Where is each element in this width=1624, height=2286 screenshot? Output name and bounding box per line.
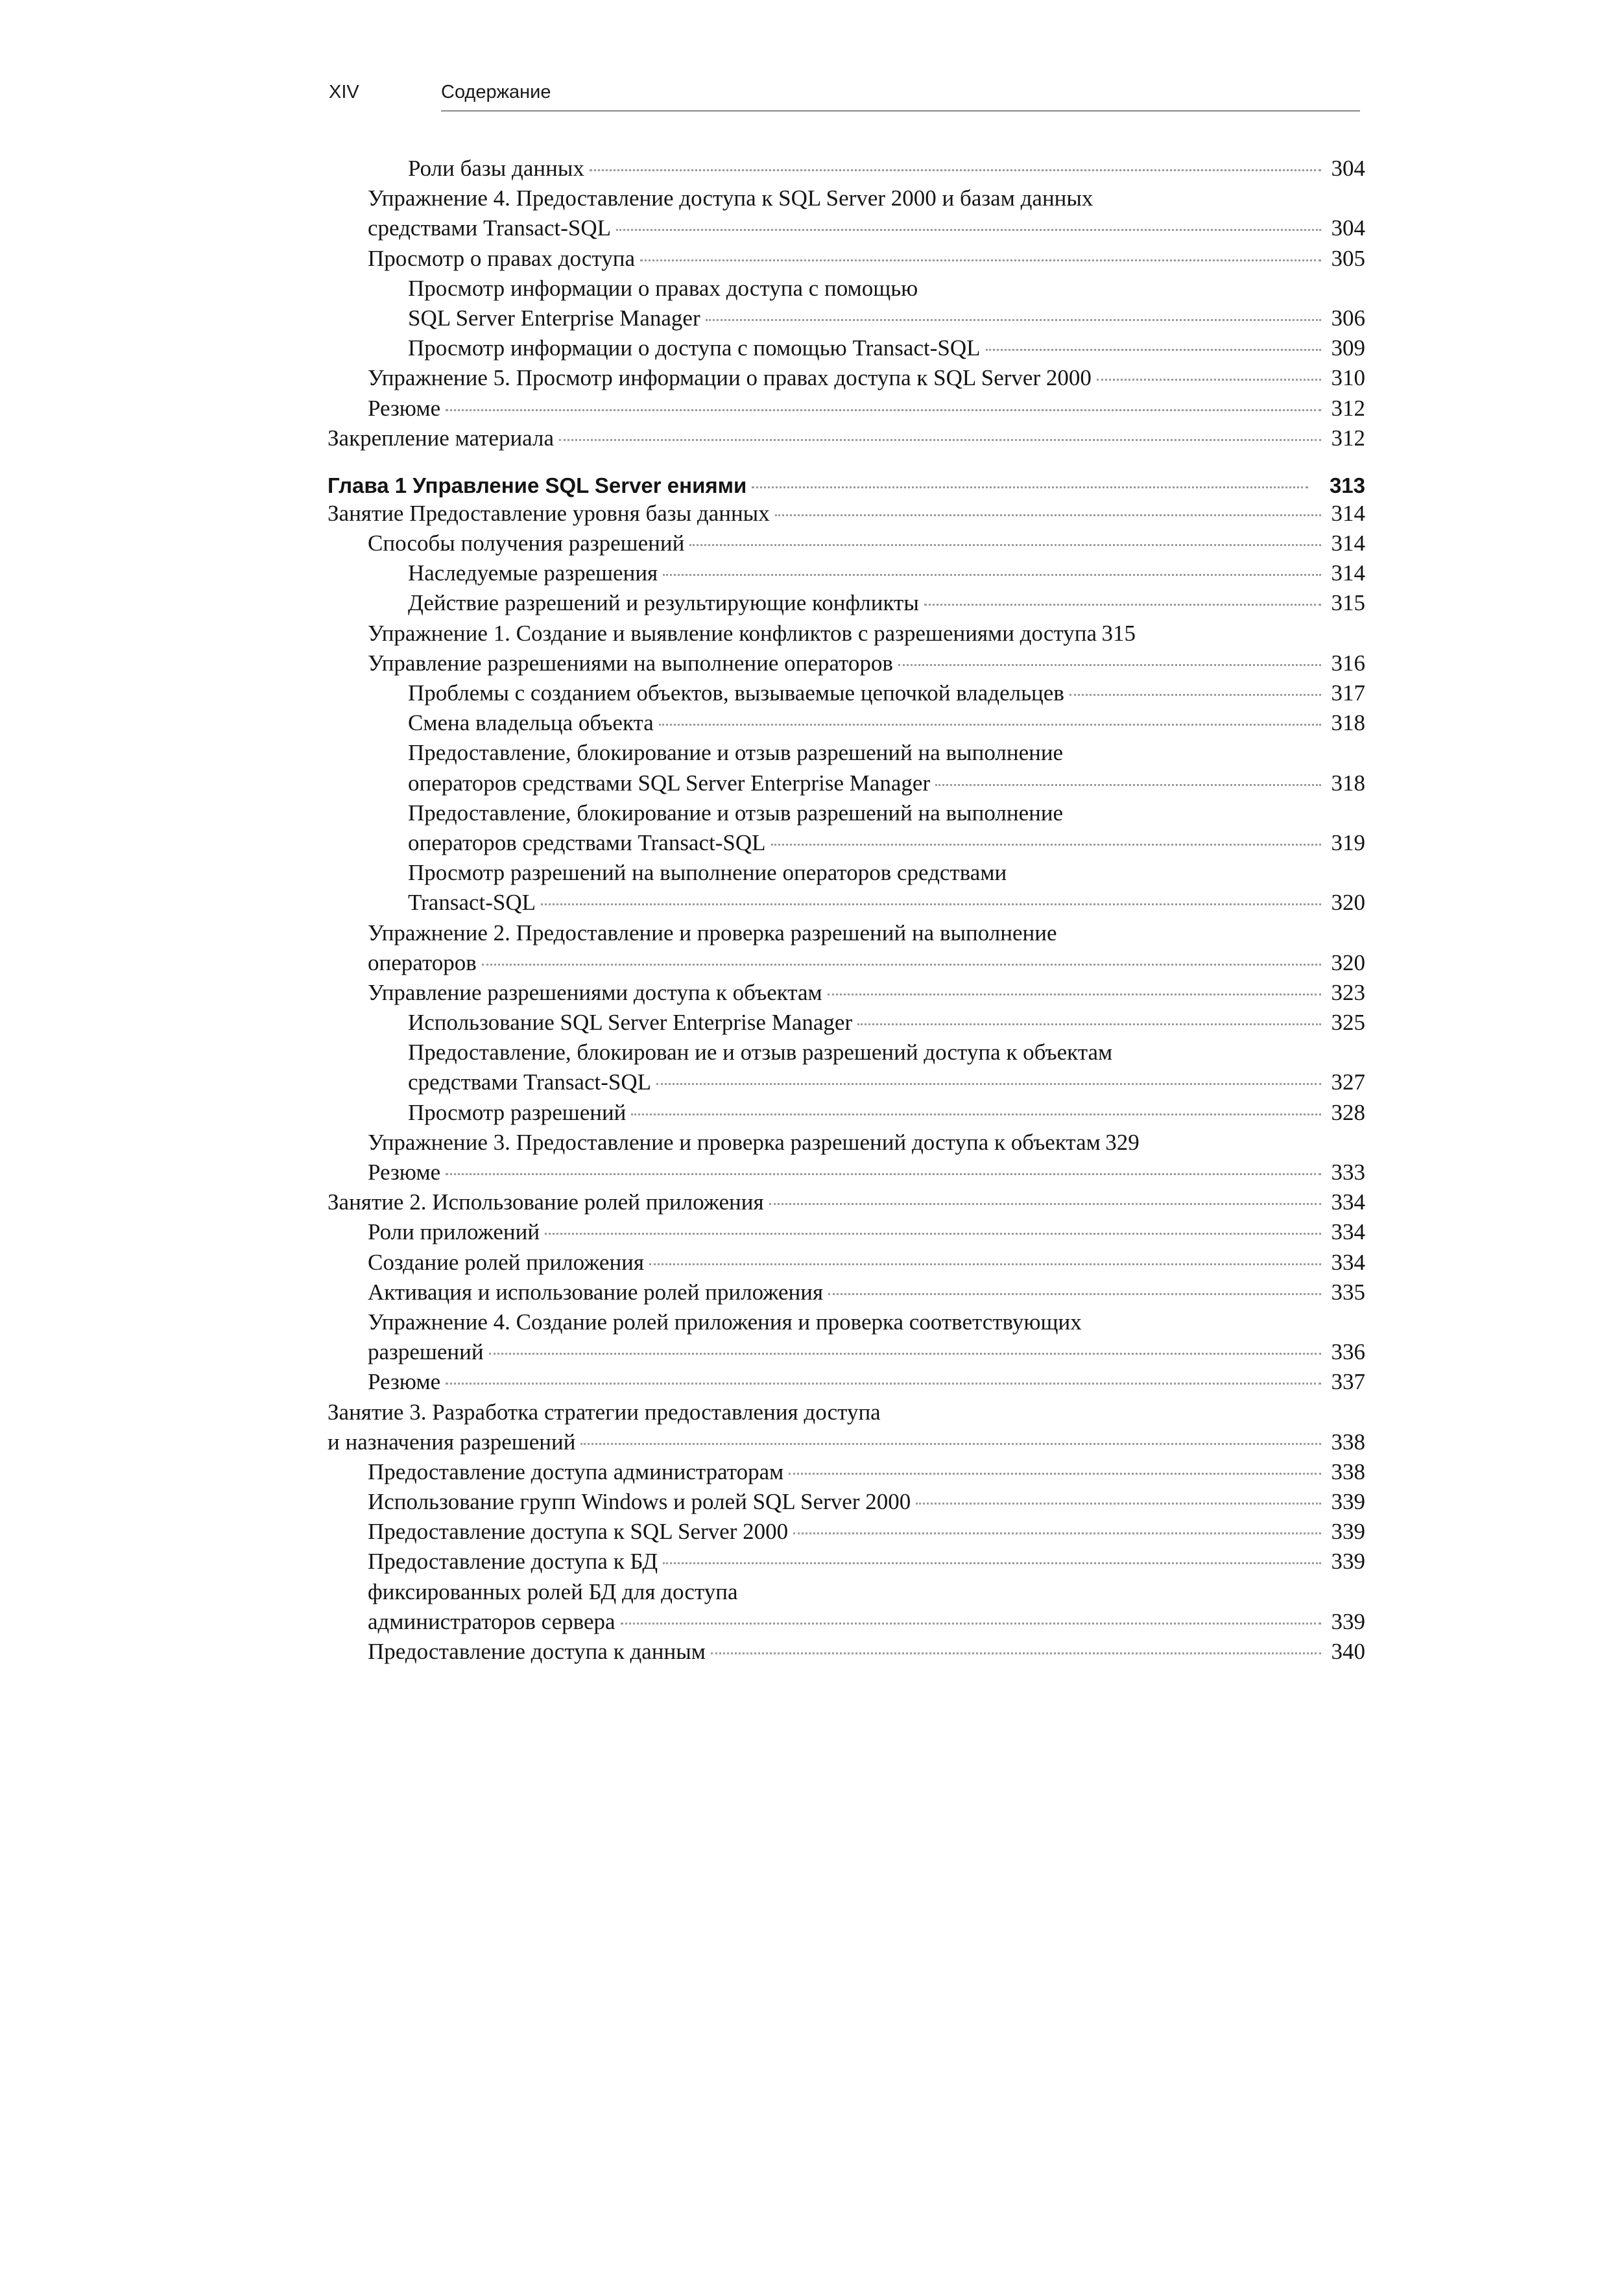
toc-entry [328, 798, 1365, 828]
toc-entry-title: Предоставление, блокирован ие и отзыв разрешений доступа к объектам [408, 1040, 1113, 1066]
toc-entry-title: Transact-SQL [408, 890, 536, 916]
toc-entry-page: 336 [1331, 1339, 1365, 1365]
toc-entry-title: Предоставление доступа к БД [368, 1549, 658, 1575]
toc-entry-title: Закрепление материала [328, 425, 555, 451]
toc-entry-page: 320 [1331, 890, 1365, 916]
dot-leader [986, 348, 1322, 351]
toc-entry-page: 325 [1331, 1010, 1365, 1036]
toc-entry-title: Создание ролей приложения [368, 1249, 645, 1275]
toc-entry [328, 978, 1365, 1008]
toc-entry-title: Просмотр информации о доступа с помощью Transact-SQL [408, 335, 981, 361]
toc-entry [328, 558, 1365, 588]
toc-entry-page: 312 [1331, 425, 1365, 451]
toc-entry-title: Резюме [368, 395, 441, 421]
toc-entry-page: 316 [1331, 650, 1365, 676]
toc-entry [328, 1427, 1365, 1457]
toc-entry-page: 338 [1331, 1429, 1365, 1455]
toc-entry [328, 1008, 1365, 1038]
toc-entry-page: 314 [1331, 560, 1365, 586]
toc-entry-title: средствами Transact-SQL [368, 215, 612, 241]
toc-entry-page: 339 [1331, 1549, 1365, 1575]
toc-entry [328, 1158, 1365, 1187]
toc-entry-page: 309 [1331, 335, 1365, 361]
toc-entry [328, 394, 1365, 423]
dot-leader [640, 259, 1321, 261]
dot-leader [649, 1263, 1321, 1265]
dot-leader [489, 1352, 1321, 1355]
toc-entry [328, 708, 1365, 738]
dot-leader [935, 783, 1321, 786]
dot-leader [857, 1023, 1321, 1025]
toc-entry [328, 1547, 1365, 1577]
toc-entry [328, 1098, 1365, 1128]
toc-entry-page: 328 [1331, 1099, 1365, 1125]
toc-entry-page: 305 [1331, 245, 1365, 271]
toc-entry [328, 649, 1365, 678]
toc-entry [328, 1278, 1365, 1307]
table-of-contents [328, 154, 1365, 1667]
toc-entry [328, 619, 1365, 649]
dot-leader [1097, 378, 1321, 381]
toc-entry-page: 315 [1101, 620, 1136, 646]
dot-leader [446, 1173, 1321, 1175]
toc-entry-title: Предоставление доступа к данным [368, 1639, 706, 1664]
dot-leader [580, 1442, 1321, 1445]
toc-entry-page: 340 [1331, 1639, 1365, 1664]
dot-leader [621, 1622, 1321, 1625]
toc-entry-page: 339 [1331, 1608, 1365, 1634]
toc-entry-title: Просмотр разрешений на выполнение операторов средствами [408, 860, 1007, 886]
dot-leader [711, 1652, 1321, 1654]
toc-entry-page: 338 [1331, 1459, 1365, 1484]
dot-leader [898, 663, 1321, 666]
page-folio: XIV [329, 82, 359, 102]
toc-entry-title: Проблемы с созданием объектов, вызываемые цепочкой владельцев [408, 680, 1064, 706]
toc-entry [328, 1637, 1365, 1667]
toc-entry [328, 1187, 1365, 1217]
dot-leader [446, 1382, 1321, 1385]
dot-leader [775, 514, 1321, 516]
running-title: Содержание [441, 82, 551, 102]
dot-leader [706, 318, 1321, 321]
dot-leader [793, 1532, 1321, 1534]
toc-entry [328, 858, 1365, 888]
toc-entry-title: Упражнение 3. Предоставление и проверка разрешений доступа к объектам [368, 1129, 1101, 1155]
dot-leader [1069, 693, 1321, 696]
toc-entry-page: 337 [1331, 1369, 1365, 1395]
toc-entry-page: 327 [1331, 1069, 1365, 1095]
dot-leader [545, 1232, 1321, 1235]
toc-entry [328, 678, 1365, 708]
toc-entry-title: Резюме [368, 1160, 441, 1185]
toc-entry-page: 314 [1331, 500, 1365, 526]
toc-entry-title: Резюме [368, 1369, 441, 1395]
toc-entry-title: Занятие Предоставление уровня базы данных [328, 500, 770, 526]
dot-leader [663, 1562, 1321, 1564]
dot-leader [769, 1202, 1321, 1205]
toc-entry-title: Упражнение 2. Предоставление и проверка разрешений на выполнение [368, 920, 1057, 946]
toc-entry [328, 184, 1365, 213]
dot-leader [659, 723, 1321, 726]
toc-entry [328, 828, 1365, 858]
toc-entry-title: Использование групп Windows и ролей SQL Server 2000 [368, 1489, 911, 1515]
toc-entry-title: Предоставление, блокирование и отзыв разрешений на выполнение [408, 740, 1064, 766]
toc-entry-page: 306 [1331, 305, 1365, 331]
toc-entry-page: 334 [1331, 1249, 1365, 1275]
toc-entry [328, 948, 1365, 978]
toc-entry-title: Предоставление доступа к SQL Server 2000 [368, 1519, 789, 1545]
toc-entry-title: Роли приложений [368, 1219, 540, 1245]
toc-entry [328, 588, 1365, 618]
toc-entry-title: Управление разрешениями доступа к объектам [368, 979, 822, 1005]
toc-entry-title: Упражнение 4. Предоставление доступа к SQL Server 2000 и базам данных [368, 185, 1093, 211]
toc-entry-title: Просмотр информации о правах доступа с помощью [408, 275, 918, 301]
toc-entry-page: 318 [1331, 770, 1365, 796]
toc-entry-title: Смена владельца объекта [408, 710, 654, 736]
header-rule [441, 110, 1360, 112]
toc-entry-page: 313 [1329, 473, 1365, 497]
toc-entry-page: 333 [1331, 1160, 1365, 1185]
dot-leader [631, 1113, 1321, 1115]
toc-entry-page: 314 [1331, 530, 1365, 556]
toc-entry [328, 1457, 1365, 1487]
toc-entry-title: и назначения разрешений [328, 1429, 576, 1455]
toc-entry-title: Предоставление доступа администраторам [368, 1459, 784, 1484]
toc-entry [328, 738, 1365, 768]
toc-entry-page: 334 [1331, 1189, 1365, 1215]
toc-entry-title: операторов средствами Transact-SQL [408, 829, 766, 855]
toc-entry-page: 334 [1331, 1219, 1365, 1245]
toc-entry-page: 335 [1331, 1279, 1365, 1305]
toc-entry-title: фиксированных ролей БД для доступа [368, 1578, 738, 1604]
toc-entry-page: 304 [1331, 215, 1365, 241]
toc-entry [328, 1128, 1365, 1158]
dot-leader [789, 1472, 1321, 1475]
toc-entry-title: Просмотр о правах доступа [368, 245, 636, 271]
dot-leader [482, 963, 1321, 966]
toc-entry [328, 918, 1365, 948]
toc-entry [328, 1607, 1365, 1637]
toc-entry [328, 1217, 1365, 1247]
toc-entry-page: 304 [1331, 156, 1365, 181]
toc-entry-title: Наследуемые разрешения [408, 560, 658, 586]
toc-entry [328, 1577, 1365, 1607]
toc-entry [328, 529, 1365, 558]
dot-leader [541, 903, 1321, 905]
toc-entry-page: 339 [1331, 1489, 1365, 1515]
toc-entry-title: операторов [368, 949, 477, 975]
toc-entry [328, 768, 1365, 798]
toc-entry-page: 339 [1331, 1519, 1365, 1545]
dot-leader [663, 573, 1321, 576]
toc-entry-title: Действие разрешений и результирующие конфликты [408, 590, 919, 616]
dot-leader [656, 1082, 1321, 1085]
toc-entry-title: Упражнение 5. Просмотр информации о правах доступа к SQL Server 2000 [368, 365, 1092, 391]
toc-entry-title: Просмотр разрешений [408, 1099, 627, 1125]
page-header [322, 77, 1360, 115]
toc-entry-title: Глава 1 Управление SQL Server ениями [328, 473, 747, 497]
toc-entry-page: 310 [1331, 365, 1365, 391]
dot-leader [828, 1292, 1321, 1295]
toc-entry [328, 244, 1365, 274]
toc-entry-page: 320 [1331, 949, 1365, 975]
toc-entry-page: 312 [1331, 395, 1365, 421]
toc-entry-title: Предоставление, блокирование и отзыв разрешений на выполнение [408, 800, 1064, 826]
toc-entry [328, 1367, 1365, 1397]
toc-entry [328, 363, 1365, 393]
dot-leader [828, 993, 1321, 995]
toc-entry-page: 317 [1331, 680, 1365, 706]
toc-entry [328, 1337, 1365, 1367]
toc-entry [328, 274, 1365, 304]
dot-leader [916, 1502, 1321, 1505]
toc-entry [328, 1067, 1365, 1097]
dot-leader [559, 438, 1321, 441]
toc-entry-title: разрешений [368, 1339, 484, 1365]
toc-entry [328, 1517, 1365, 1547]
toc-entry [328, 213, 1365, 243]
toc-entry-title: Управление разрешениями на выполнение операторов [368, 650, 893, 676]
toc-entry-title: средствами Transact-SQL [408, 1069, 652, 1095]
toc-entry [328, 304, 1365, 333]
toc-entry [328, 1307, 1365, 1337]
dot-leader [446, 409, 1321, 411]
toc-entry-title: администраторов сервера [368, 1608, 615, 1634]
toc-entry-title: Упражнение 4. Создание ролей приложения и проверка соответствующих [368, 1309, 1082, 1335]
dot-leader [689, 543, 1321, 546]
toc-entry-title: Способы получения разрешений [368, 530, 685, 556]
toc-entry-title: Использование SQL Server Enterprise Manager [408, 1010, 853, 1036]
toc-entry-title: операторов средствами SQL Server Enterprise Manager [408, 770, 931, 796]
toc-entry [328, 1487, 1365, 1517]
toc-entry [328, 333, 1365, 363]
toc-entry-page: 319 [1331, 829, 1365, 855]
toc-entry-title: Занятие 3. Разработка стратегии предоставления доступа [328, 1399, 881, 1425]
dot-leader [752, 486, 1308, 488]
toc-entry-title: Роли базы данных [408, 156, 584, 181]
dot-leader [771, 843, 1321, 846]
chapter-heading [328, 453, 1365, 499]
toc-entry-page: 323 [1331, 979, 1365, 1005]
toc-entry-title: Упражнение 1. Создание и выявление конфликтов с разрешениями доступа [368, 620, 1097, 646]
toc-entry-page: 329 [1105, 1129, 1140, 1155]
toc-entry-page: 315 [1331, 590, 1365, 616]
toc-entry [328, 154, 1365, 184]
dot-leader [590, 169, 1321, 171]
toc-entry [328, 888, 1365, 918]
toc-entry [328, 1398, 1365, 1427]
toc-entry-title: Активация и использование ролей приложения [368, 1279, 824, 1305]
toc-entry [328, 1038, 1365, 1067]
toc-entry [328, 1248, 1365, 1278]
dot-leader [616, 228, 1321, 231]
toc-entry [328, 423, 1365, 453]
toc-entry [328, 499, 1365, 529]
toc-entry-page: 318 [1331, 710, 1365, 736]
toc-entry-title: Занятие 2. Использование ролей приложения [328, 1189, 764, 1215]
toc-entry-title: SQL Server Enterprise Manager [408, 305, 700, 331]
dot-leader [924, 603, 1321, 606]
